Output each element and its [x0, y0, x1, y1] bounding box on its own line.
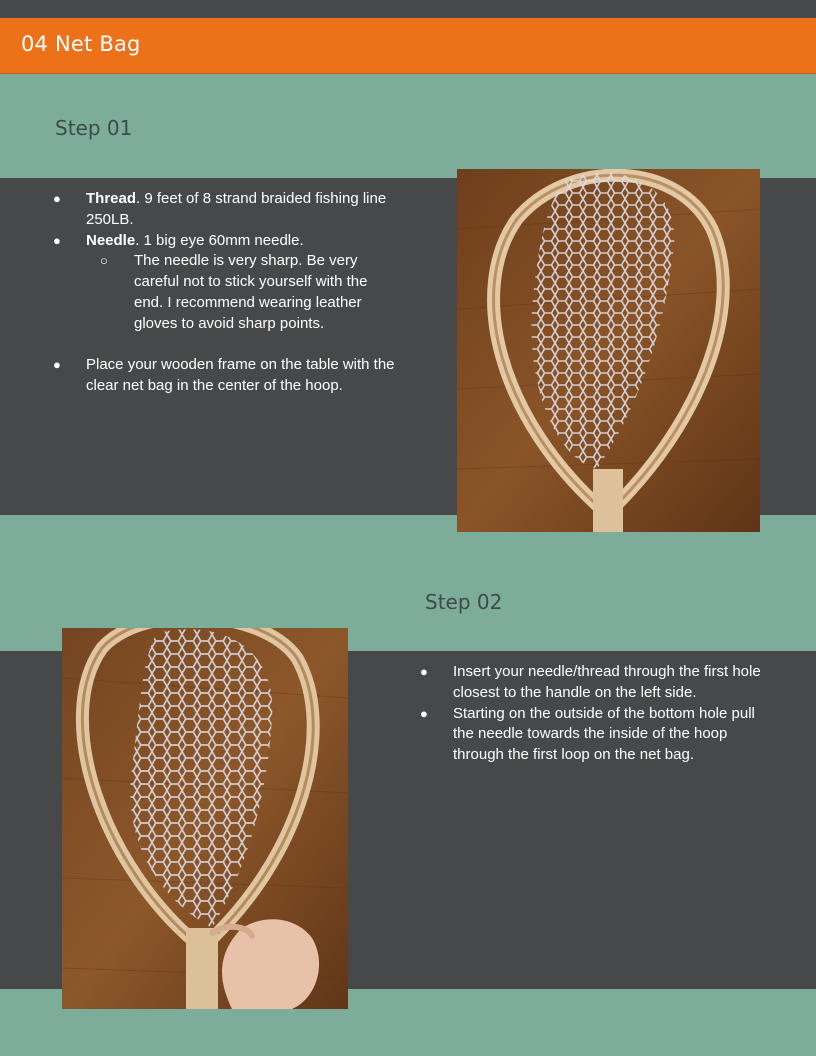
needle-note: The needle is very sharp. Be very careful not to stick yourself with the end. I recommend wearing leather gloves to avoid sharp points.: [134, 252, 368, 332]
list-item: [415, 704, 767, 766]
needle-text: . 1 big eye 60mm needle.: [135, 231, 304, 249]
bullet-icon: ●: [53, 191, 61, 206]
section-title: 04 Net Bag: [21, 32, 141, 56]
thread-label: Thread: [86, 190, 137, 207]
step2-heading: Step 02: [425, 590, 503, 614]
top-margin: [0, 0, 816, 18]
section-header: [0, 18, 816, 74]
list-item: [48, 355, 398, 397]
needle-label: Needle: [86, 231, 136, 249]
list-item: [48, 231, 398, 252]
list-item: [48, 189, 398, 231]
bullet-icon: ●: [53, 232, 61, 248]
thread-text: . 9 feet of 8 strand braided fishing line 250LB.: [86, 190, 387, 228]
frame-text: Place your wooden frame on the table with the clear net bag in the center of the hoop.: [86, 356, 395, 395]
bullet-icon: ●: [420, 705, 428, 721]
bullet-icon: ●: [53, 357, 61, 373]
step2-bullet-1: Insert your needle/thread through the first hole closest to the handle on the left side.: [453, 663, 761, 701]
step1-instructions: [48, 189, 398, 397]
sub-bullet-icon: ○: [100, 253, 108, 269]
step2-instructions: [415, 662, 767, 766]
list-item: [415, 662, 767, 704]
step1-photo: [457, 169, 760, 532]
bullet-icon: ●: [420, 664, 428, 679]
list-subitem: [48, 251, 398, 334]
step2-photo: [62, 628, 348, 1009]
step1-heading: Step 01: [55, 116, 133, 140]
step2-bullet-2: Starting on the outside of the bottom hole pull the needle towards the inside of the hoop through the first loop on the net bag.: [453, 704, 755, 764]
